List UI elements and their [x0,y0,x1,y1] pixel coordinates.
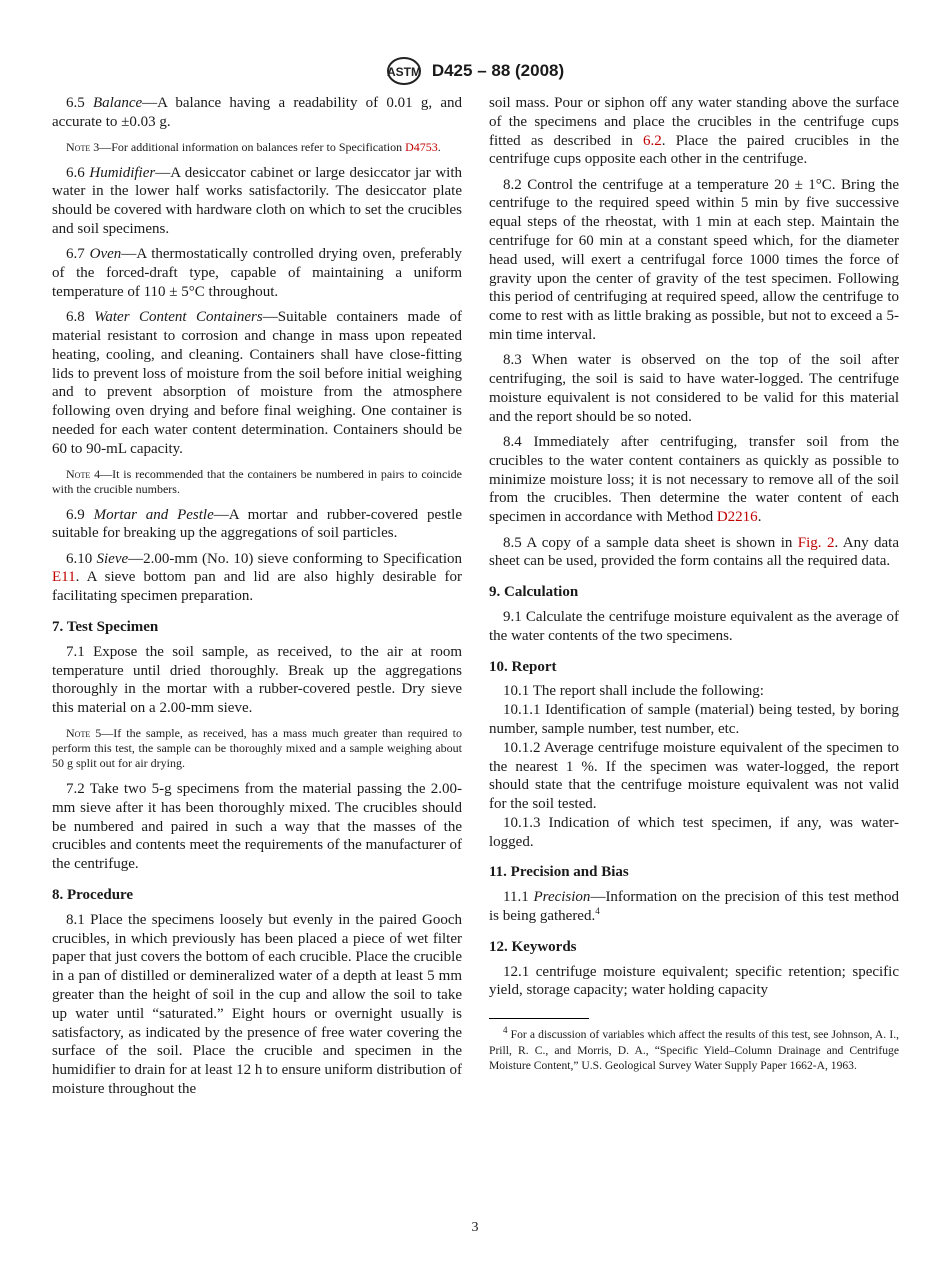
text: 9.1 Calculate the centrifuge moisture equivalent as the average of the water contents of the two specimens. [489,608,899,644]
footnote-ref: 4 [503,1025,508,1036]
text: . Place the paired crucibles in the centrifuge cups opposite each other in the centrifuge. [489,132,900,168]
paragraph [52,506,462,544]
text: . [757,509,762,526]
text: 4—It is recommended that the containers be numbered in pairs to coincide with the crucible numbers. [52,466,462,496]
text: 6.9 [66,506,94,523]
text: 6.7 [66,246,90,263]
note [52,140,462,155]
paragraph [52,550,462,606]
section-heading [489,583,899,602]
text: Note [66,466,91,481]
text: —Suitable containers made of material resistant to corrosion and change in mass upon repeated heating, cooling, and cleaning. Containers shall have close-fitting lids to prevent loss of moisture from the soil before initial weighing and to prevent absorption of moisture from the atmosphere following oven drying and before final weighing. One container is needed for each water content determination. Containers should be 60 to 90-mL capacity. [52,309,463,457]
text: For a discussion of variables which affect the results of this test, see Johnson, A. I., Prill, R. C., and Morris, D. A., “Specific Yield–Column Drainage and Centrifuge Moisture Content,” U.S. Geological Survey Water Supply Paper 1662-A, 1963. [489,1028,899,1073]
text: 8.5 A copy of a sample data sheet is shown in [503,534,798,551]
text: . A sieve bottom pan and lid are also highly desirable for facilitating specimen preparation. [52,569,462,605]
text: —A thermostatically controlled drying oven, preferably of the forced-draft type, capable of maintaining a uniform temperature of 110 ± 5°C throughout. [52,246,462,300]
section-heading [489,863,899,882]
section-heading [489,938,899,957]
text: soil mass. Pour or siphon off any water standing above the surface of the specimens and place the crucibles in the centrifuge cups fitted as described in [489,95,899,149]
reference-link[interactable]: E11 [52,569,76,586]
text: —A mortar and rubber-covered pestle suitable for breaking up the aggregations of soil particles. [52,506,462,542]
term: Water Content Containers [94,309,263,326]
text: 8.4 Immediately after centrifuging, transfer soil from the crucibles to the water content containers as quickly as possible to minimize moisture loss; it is not necessary to remove all of the soil from the crucibles. Then determine the water content of each specimen in accordance with Method [489,434,899,526]
text: 8.2 Control the centrifuge at a temperature 20 ± 1°C. Bring the centrifuge to the required speed within 5 min by five successive equal steps of the rheostat, with 1 min at each step. Maintain the centrifuge for 60 min at a constant speed which, for the diameter head used, will exert a centrifugal force 1000 times the force of gravity upon the center of gravity of the test specimen. Following this period of centrifuging at required speed, allow the centrifuge to come to rest with as little braking as possible, but not to exceed a 5-min time interval. [489,176,899,344]
paragraph [489,682,899,701]
text: —Information on the precision of this test method is being gathered. [489,889,899,925]
paragraph [52,164,462,239]
note [52,726,462,771]
text: 9. Calculation [489,584,579,601]
text: 11.1 [503,889,534,906]
paragraph [489,94,899,169]
paragraph [489,888,899,926]
paragraph [489,433,899,527]
text: 12. Keywords [489,938,577,955]
text: 8.1 Place the specimens loosely but evenly in the paired Gooch crucibles, in which previously has been placed a piece of wet filter paper that just covers the bottom of each crucible. Place the crucible in a pan of distilled or demineralized water of a depth at least 5 mm greater than the height of soil in the cup and allow the soil to take up water until “saturated.” Eight hours or overnight usually is satisfactory, as indicated by the presence of free water covering the surface of the soil. Place the crucible and specimen in the humidifier to drain for at least 12 h to ensure uniform distribution of moisture throughout the [52,911,462,1097]
text: 10.1 The report shall include the following: [503,683,764,700]
term: Oven [89,246,122,263]
text: 5—If the sample, as received, has a mass much greater than required to perform this test, the sample can be thoroughly mixed and a sample weighing about 50 g split out for air drying. [52,726,462,771]
page-header [0,56,950,86]
astm-logo-icon [386,56,422,86]
paragraph [52,94,462,132]
text: —2.00-mm (No. 10) sieve conforming to Specification [128,550,462,567]
text: 7.1 Expose the soil sample, as received, to the air at room temperature until dried thoroughly. Break up the aggregations thoroughly in the mortar with a rubber-covered pestle. Dry sieve this material on a 2.00-mm sieve. [52,643,462,717]
svg-text:ASTM: ASTM [386,65,421,79]
text: 8.3 When water is observed on the top of the soil after centrifuging, the soil is said to have water-logged. The centrifuge moisture equivalent is not considered to be valid for this material and the report should be so noted. [489,352,899,425]
text: Note [66,726,91,741]
text: 6.10 [66,550,97,567]
text: Note [66,139,91,154]
text: 12.1 centrifuge moisture equivalent; specific retention; specific yield, storage capacity; water holding capacity [489,963,899,999]
section-heading [489,658,899,677]
text: . Any data sheet can be used, provided the form contains all the required data. [489,534,899,570]
term: Precision [533,889,591,906]
reference-link[interactable]: 6.2 [643,132,662,149]
text: 10.1.2 Average centrifuge moisture equivalent of the specimen to the nearest 1 %. If the specimen was water-logged, the report should state that the centrifuge moisture equivalent was not valid for the soil tested. [489,739,899,813]
paragraph [52,911,462,1099]
paragraph [489,608,899,646]
paragraph [489,351,899,426]
section-heading [52,618,462,637]
paragraph [52,643,462,718]
reference-link[interactable]: D2216 [716,509,758,526]
paragraph [489,814,899,852]
footnote-divider [489,1018,589,1019]
text: 8. Procedure [52,887,134,903]
text: 6.6 [66,164,90,181]
text: 10.1.3 Indication of which test specimen, if any, was water-logged. [489,814,899,850]
term: Mortar and Pestle [93,506,214,523]
text: 10. Report [489,658,557,675]
section-heading [52,886,462,905]
paragraph [489,701,899,739]
paragraph [489,534,899,572]
page-number: 3 [471,1220,479,1235]
paragraph [52,308,462,458]
term: Sieve [96,550,129,567]
paragraph [489,176,899,345]
reference-link[interactable]: Fig. 2 [797,534,835,551]
note [52,467,462,497]
paragraph [489,739,899,814]
text: —A desiccator cabinet or large desiccator jar with water in the lower half works satisfactorily. The desiccator plate should be covered with hardware cloth on which to set the crucibles and soil specimens. [52,164,462,237]
text: 6.5 [66,95,93,111]
term: Humidifier [89,164,156,181]
text: 10.1.1 Identification of sample (material) being tested, by boring number, sample number, test number, etc. [489,702,899,737]
reference-link[interactable]: D4753 [405,139,438,154]
text: 11. Precision and Bias [489,864,629,881]
left-column [52,94,462,1105]
text: 6.8 [66,309,95,326]
footnote [489,1027,899,1074]
document-designation: D425 – 88 (2008) [431,61,565,80]
footnote-ref: 4 [595,906,600,917]
paragraph [52,245,462,301]
text: . [437,139,441,154]
paragraph [52,780,462,874]
text: 7.2 Take two 5-g specimens from the material passing the 2.00-mm sieve after it has been thoroughly mixed. The crucibles should be numbered and paired in such a way that the masses of the crucibles and contents meet the requirements of the manufacturer of the centrifuge. [52,781,462,873]
text: 7. Test Specimen [52,619,159,636]
text: 3—For additional information on balances refer to Specification [90,139,406,154]
text: —A balance having a readability of 0.01 g, and accurate to ±0.03 g. [52,95,463,130]
right-column [489,94,899,1081]
term: Balance [92,95,143,111]
paragraph [489,963,899,1001]
